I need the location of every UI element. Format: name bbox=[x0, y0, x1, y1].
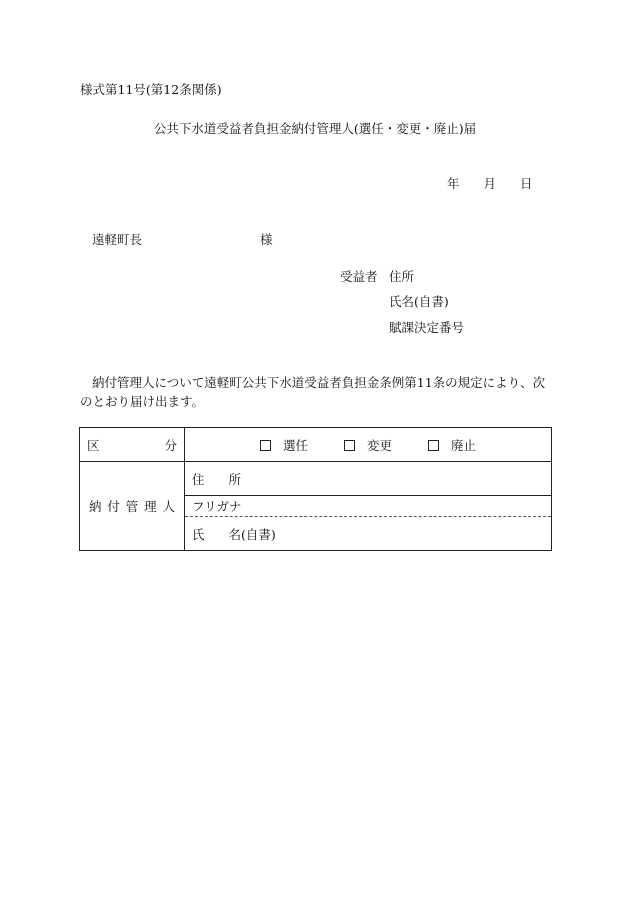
checkbox-appoint[interactable] bbox=[260, 440, 271, 451]
manager-label: 納 付 管 理 人 bbox=[80, 462, 185, 551]
addressee-honorific: 様 bbox=[260, 232, 273, 247]
beneficiary-label: 受益者 bbox=[340, 269, 378, 284]
option-abolish[interactable]: 廃止 bbox=[428, 436, 476, 454]
applicant-name-field: 氏名(自書) bbox=[389, 294, 449, 309]
row-kubun bbox=[80, 428, 552, 462]
applicant-address-field: 住所 bbox=[389, 269, 415, 284]
manager-furigana-field[interactable]: フリガナ bbox=[185, 496, 552, 517]
kubun-options bbox=[185, 428, 552, 462]
date-day: 日 bbox=[520, 176, 533, 191]
applicant-tax-number-field: 賦課決定番号 bbox=[389, 320, 465, 335]
form-number: 様式第11号(第12条関係) bbox=[80, 82, 222, 97]
form-table bbox=[79, 427, 552, 551]
addressee-name: 遠軽町長 bbox=[92, 232, 143, 247]
checkbox-abolish[interactable] bbox=[428, 440, 439, 451]
body-text: 納付管理人について遠軽町公共下水道受益者負担金条例第11条の規定により、次のとおり届け出ます。 bbox=[80, 375, 546, 409]
date-line bbox=[447, 174, 533, 192]
checkbox-change[interactable] bbox=[344, 440, 355, 451]
date-year: 年 bbox=[447, 176, 460, 191]
kubun-label: 区 分 bbox=[80, 428, 185, 462]
option-appoint[interactable]: 選任 bbox=[260, 436, 308, 454]
row-manager-address bbox=[80, 462, 552, 496]
date-month: 月 bbox=[483, 176, 497, 191]
addressee bbox=[92, 230, 273, 248]
document-title: 公共下水道受益者負担金納付管理人(選任・変更・廃止)届 bbox=[153, 121, 477, 136]
option-change[interactable]: 変更 bbox=[344, 436, 392, 454]
manager-name-field[interactable]: 氏 名(自書) bbox=[185, 517, 552, 551]
manager-address-field[interactable]: 住 所 bbox=[185, 462, 552, 496]
